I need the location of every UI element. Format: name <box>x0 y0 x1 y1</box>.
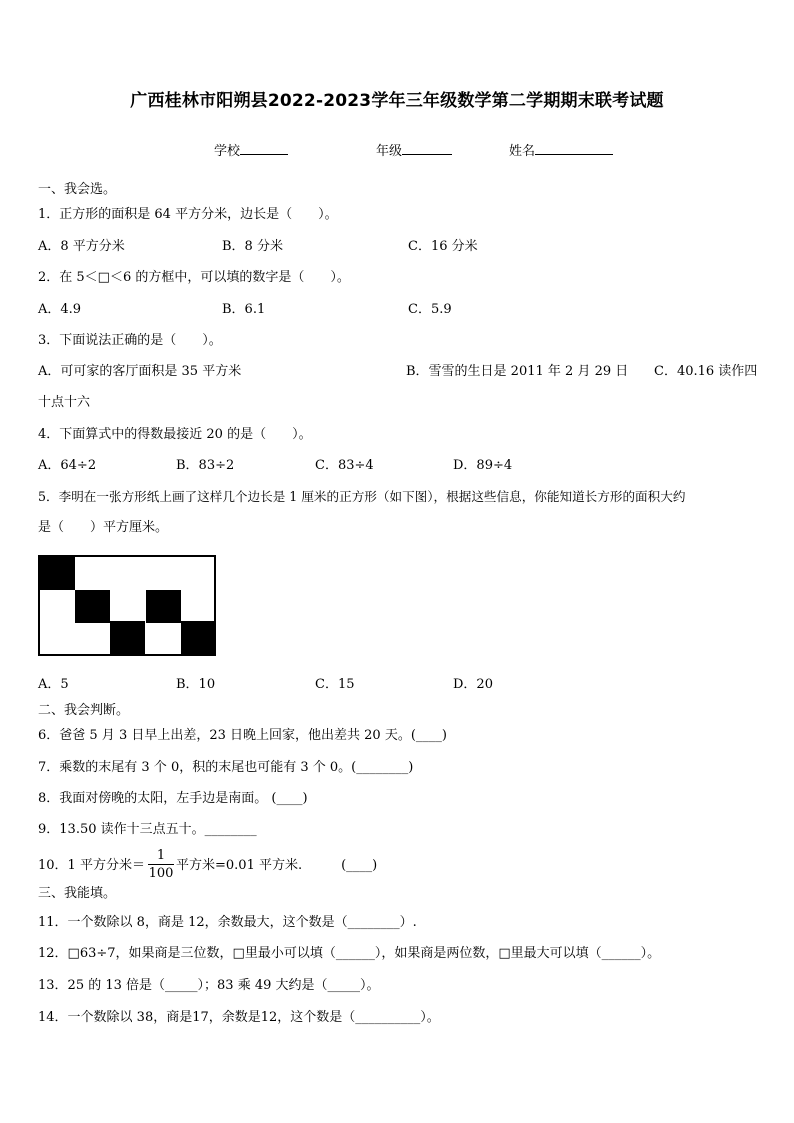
school-field[interactable] <box>214 140 288 159</box>
fraction-bar <box>148 864 174 865</box>
name-field[interactable] <box>509 140 613 159</box>
grade-label: 年级 <box>376 144 403 159</box>
q1-option-a[interactable]: A．8 平方分米 <box>38 239 125 254</box>
q10-post: 平方米=0.01 平方米. (____) <box>176 858 378 873</box>
black-square <box>110 621 145 654</box>
q10-fraction <box>148 848 174 881</box>
q1-option-b[interactable]: B．8 分米 <box>222 239 283 254</box>
school-blank[interactable] <box>240 142 288 155</box>
section-2-heading: 二、我会判断。 <box>38 703 130 718</box>
black-square <box>75 590 110 623</box>
q10-pre: 10．1 平方分米＝ <box>38 858 145 873</box>
q5-squares-figure <box>38 555 216 656</box>
q6: 6．爸爸 5 月 3 日早上出差，23 日晚上回家，他出差共 20 天。(____) <box>38 728 447 743</box>
q5-option-a[interactable]: A．5 <box>38 677 69 692</box>
q14: 14．一个数除以 38，商是17，余数是12，这个数是（__________）。 <box>38 1010 440 1025</box>
q2-stem: 2．在 5＜□＜6 的方框中，可以填的数字是（ ）。 <box>38 270 350 285</box>
q2-option-b[interactable]: B．6.1 <box>222 302 266 317</box>
q4-option-a[interactable]: A．64÷2 <box>38 458 97 473</box>
black-square <box>40 557 75 590</box>
school-label: 学校 <box>214 144 241 159</box>
q1-stem: 1．正方形的面积是 64 平方分米，边长是（ ）。 <box>38 207 338 222</box>
q5-stem-line1: 5．李明在一张方形纸上画了这样几个边长是 1 厘米的正方形（如下图），根据这些信息，你能知道长方形的面积大约 <box>38 489 686 504</box>
section-1-heading: 一、我会选。 <box>38 182 117 197</box>
name-blank[interactable] <box>535 142 613 155</box>
q2-option-c[interactable]: C．5.9 <box>408 302 452 317</box>
q5-option-d[interactable]: D．20 <box>453 677 493 692</box>
page-title: 广西桂林市阳朔县2022-2023学年三年级数学第二学期期末联考试题 <box>130 91 664 111</box>
q11: 11．一个数除以 8，商是 12，余数最大，这个数是（________）. <box>38 915 417 930</box>
grade-blank[interactable] <box>402 142 452 155</box>
fraction-numerator: 1 <box>156 848 166 863</box>
name-label: 姓名 <box>509 144 536 159</box>
q2-option-a[interactable]: A．4.9 <box>38 302 82 317</box>
q8: 8．我面对傍晚的太阳，左手边是南面。 (____) <box>38 791 308 806</box>
q4-option-d[interactable]: D．89÷4 <box>453 458 513 473</box>
q9: 9．13.50 读作十三点五十。________ <box>38 822 257 837</box>
q3-option-b[interactable]: B．雪雪的生日是 2011 年 2 月 29 日 <box>406 364 629 379</box>
q3-option-c-continued: 十点十六 <box>38 395 91 410</box>
q5-option-b[interactable]: B．10 <box>176 677 216 692</box>
q5-stem-line2: 是（ ）平方厘米。 <box>38 520 169 535</box>
q7: 7．乘数的末尾有 3 个 0，积的末尾也可能有 3 个 0。(________) <box>38 760 414 775</box>
fraction-denominator: 100 <box>148 866 174 881</box>
grade-field[interactable] <box>376 140 452 159</box>
q3-option-c[interactable]: C．40.16 读作四 <box>654 364 758 379</box>
q3-option-a[interactable]: A．可可家的客厅面积是 35 平方米 <box>38 364 242 379</box>
section-3-heading: 三、我能填。 <box>38 886 117 901</box>
q1-option-c[interactable]: C．16 分米 <box>408 239 478 254</box>
q12: 12．□63÷7，如果商是三位数，□里最小可以填（______），如果商是两位数，□里最大可以填（______）。 <box>38 946 661 961</box>
black-square <box>146 590 181 623</box>
black-square <box>181 621 216 654</box>
q3-stem: 3．下面说法正确的是（ ）。 <box>38 333 222 348</box>
q5-option-c[interactable]: C．15 <box>315 677 355 692</box>
q4-option-c[interactable]: C．83÷4 <box>315 458 374 473</box>
q4-option-b[interactable]: B．83÷2 <box>176 458 235 473</box>
q4-stem: 4．下面算式中的得数最接近 20 的是（ ）。 <box>38 427 312 442</box>
q13: 13．25 的 13 倍是（_____）；83 乘 49 大约是（_____）。 <box>38 978 380 993</box>
